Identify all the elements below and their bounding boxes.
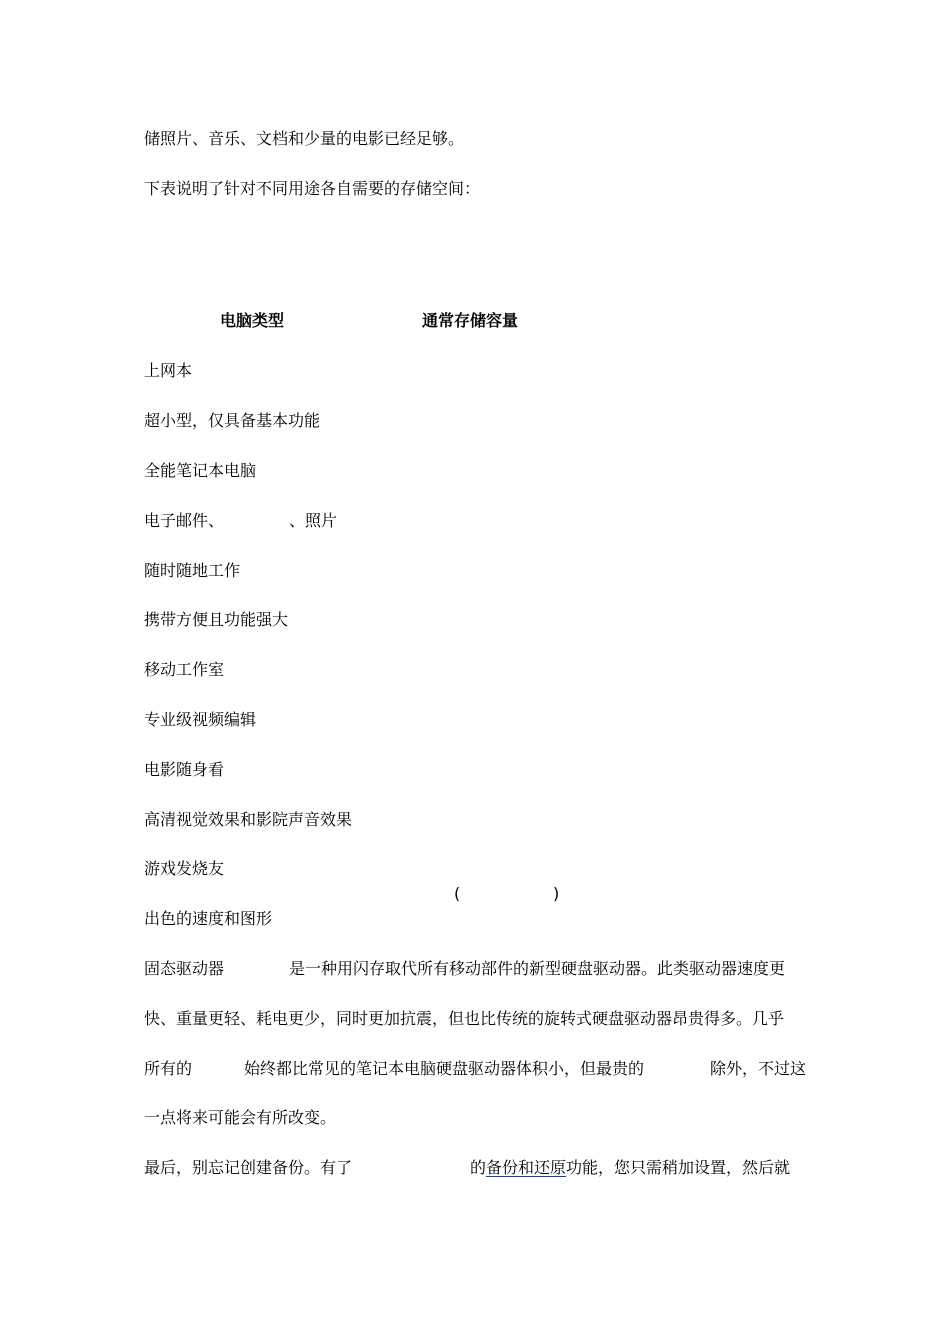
table-row-netbook: 上网本 (144, 361, 193, 380)
ssd-line-3c: 除外，不过这 (710, 1059, 807, 1078)
ssd-line-1b: 是一种用闪存取代所有移动部件的新型硬盘驱动器。此类驱动器速度更 (289, 959, 786, 978)
table-header-computer-type: 电脑类型 (220, 311, 285, 330)
table-row-mobile-studio-desc: 专业级视频编辑 (144, 710, 257, 729)
table-row-movies-desc: 高清视觉效果和影院声音效果 (144, 810, 353, 829)
ssd-line-4: 一点将来可能会有所改变。 (144, 1108, 337, 1127)
table-row-mobile-studio: 移动工作室 (144, 660, 225, 679)
ssd-line-1a: 固态驱动器 (144, 959, 225, 978)
table-row-anywhere: 随时随地工作 (144, 561, 241, 580)
backup-restore-link[interactable]: 备份和还原 (486, 1158, 567, 1177)
backup-line-a: 最后，别忘记创建备份。有了 (144, 1158, 353, 1177)
table-row-anywhere-desc: 携带方便且功能强大 (144, 610, 289, 629)
paren-close: ) (553, 884, 560, 903)
backup-line-c: 功能，您只需稍加设置，然后就 (566, 1158, 791, 1177)
table-row-gamer-desc: 出色的速度和图形 (144, 909, 273, 928)
table-row-allround-desc-tail: 、照片 (289, 511, 338, 530)
paren-open: ( (454, 884, 461, 903)
ssd-line-2: 快、重量更轻、耗电更少，同时更加抗震，但也比传统的旋转式硬盘驱动器昂贵得多。几乎 (144, 1009, 785, 1028)
table-row-allround-laptop: 全能笔记本电脑 (144, 461, 257, 480)
ssd-line-3b: 始终都比常见的笔记本电脑硬盘驱动器体积小，但最贵的 (244, 1059, 645, 1078)
table-row-netbook-desc: 超小型，仅具备基本功能 (144, 411, 321, 430)
intro-line-1: 储照片、音乐、文档和少量的电影已经足够。 (144, 129, 465, 148)
table-row-allround-desc: 电子邮件、 (144, 511, 225, 530)
intro-line-2: 下表说明了针对不同用途各自需要的存储空间： (144, 179, 481, 198)
table-row-gamer: 游戏发烧友 (144, 859, 225, 878)
ssd-line-3a: 所有的 (144, 1059, 193, 1078)
table-row-movies: 电影随身看 (144, 760, 225, 779)
backup-line (470, 1158, 790, 1178)
table-header-storage-capacity: 通常存储容量 (422, 311, 519, 330)
backup-line-b: 的 (470, 1158, 487, 1177)
